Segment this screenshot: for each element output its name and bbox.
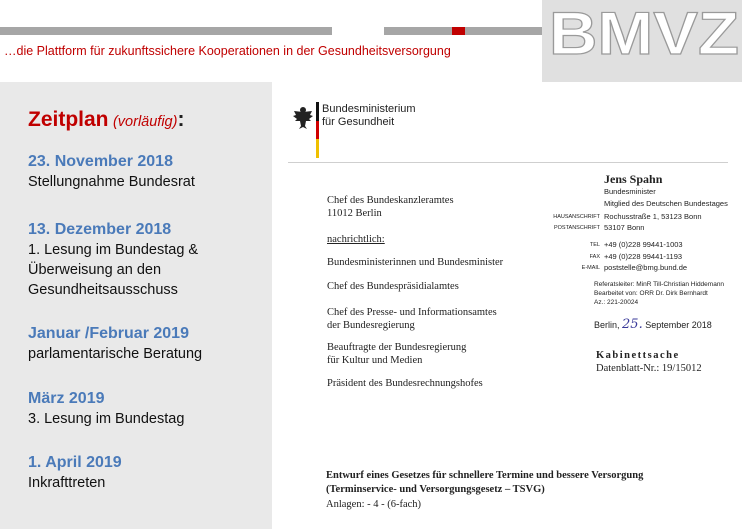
schedule-title-note: (vorläufig): [112, 114, 178, 130]
entry-text: Gesundheitsausschuss: [28, 282, 178, 298]
recipient-line: Bundesministerinnen und Bundesminister: [327, 257, 504, 268]
recipient-line: Chef des Bundespräsidialamtes: [327, 281, 459, 292]
letter-document: [278, 88, 742, 529]
field-value: +49 (0)228 99441-1193: [604, 252, 683, 261]
schedule-heading: [28, 108, 184, 132]
field-label: HAUSANSCHRIFT: [553, 214, 600, 220]
recipient-line: der Bundesregierung: [327, 320, 415, 331]
reference-line: Az.: 221-20024: [594, 299, 639, 306]
entry-date: März 2019: [28, 390, 105, 407]
cabinet-label: Kabinettsache: [596, 350, 680, 361]
field-value: Rochusstraße 1, 53123 Bonn: [604, 212, 702, 221]
field-label: FAX: [589, 254, 600, 260]
federal-eagle-icon: [292, 106, 314, 130]
schedule-entry: [28, 152, 195, 192]
recipient-line: für Kultur und Medien: [327, 355, 423, 366]
schedule-entry: [28, 324, 202, 364]
field-label: E-MAIL: [581, 265, 600, 271]
header-bar-accent: [452, 27, 465, 35]
reference-line: Referatsleiter: MinR Till-Christian Hiddemann: [594, 281, 725, 288]
date-suffix: September 2018: [645, 320, 712, 330]
sender-role: Bundesminister: [604, 187, 656, 196]
entry-text: 3. Lesung im Bundestag: [28, 411, 185, 427]
entry-date: Januar /Februar 2019: [28, 325, 189, 342]
svg-text:BMVZ: BMVZ: [549, 0, 739, 67]
entry-date: 1. April 2019: [28, 454, 122, 471]
recipient-line: Chef des Bundeskanzleramtes: [327, 195, 454, 206]
recipient-line: Chef des Presse- und Informationsamtes: [327, 307, 497, 318]
entry-date: 23. November 2018: [28, 153, 173, 170]
bmvz-logo: [542, 0, 742, 68]
german-flag-stripe: [316, 102, 319, 158]
entry-text: 1. Lesung im Bundestag &: [28, 242, 199, 258]
recipient-line: Beauftragte der Bundesregierung: [327, 342, 467, 353]
sender-role: Mitglied des Deutschen Bundestages: [604, 199, 728, 208]
date-prefix: Berlin,: [594, 320, 620, 330]
schedule-entry: [28, 453, 122, 493]
reference-line: Bearbeitet von: ORR Dr. Dirk Bernhardt: [594, 290, 708, 297]
entry-text: parlamentarische Beratung: [28, 346, 203, 362]
entry-text: Inkrafttreten: [28, 475, 106, 491]
entry-text: Überweisung an den: [28, 262, 162, 278]
field-label: TEL: [589, 242, 600, 248]
schedule-entry: [28, 389, 184, 429]
subject-line: Entwurf eines Gesetzes für schnellere Termine und bessere Versorgung: [326, 470, 644, 481]
field-value: +49 (0)228 99441-1003: [604, 240, 683, 249]
handwritten-day: 25.: [622, 317, 643, 332]
header-bar-gap: [332, 27, 384, 35]
schedule-title-colon: :: [177, 108, 185, 131]
datasheet-number: Datenblatt-Nr.: 19/15012: [596, 363, 702, 374]
field-label: POSTANSCHRIFT: [553, 225, 600, 231]
field-value: poststelle@bmg.bund.de: [604, 263, 688, 272]
entry-date: 13. Dezember 2018: [28, 221, 172, 238]
sender-name: Jens Spahn: [604, 172, 663, 186]
schedule-entry: [28, 220, 198, 300]
letterhead-divider: [288, 162, 728, 163]
tagline: …die Plattform für zukunftssichere Kooperationen in der Gesundheitsversorgung: [4, 44, 451, 58]
field-value: 53107 Bonn: [604, 223, 645, 232]
schedule-title: Zeitplan: [28, 108, 109, 131]
entry-text: Stellungnahme Bundesrat: [28, 174, 195, 190]
recipient-line: Präsident des Bundesrechnungshofes: [327, 378, 483, 389]
recipient-line: 11012 Berlin: [327, 208, 382, 219]
ministry-line: für Gesundheit: [322, 116, 395, 128]
recipient-line: nachrichtlich:: [327, 234, 385, 245]
ministry-name: [322, 103, 416, 129]
ministry-line: Bundesministerium: [322, 103, 416, 115]
subject-line: (Terminservice- und Versorgungsgesetz – TSVG): [326, 484, 545, 495]
letter-date: [594, 317, 712, 332]
attachments-line: Anlagen: - 4 - (6-fach): [326, 499, 422, 510]
